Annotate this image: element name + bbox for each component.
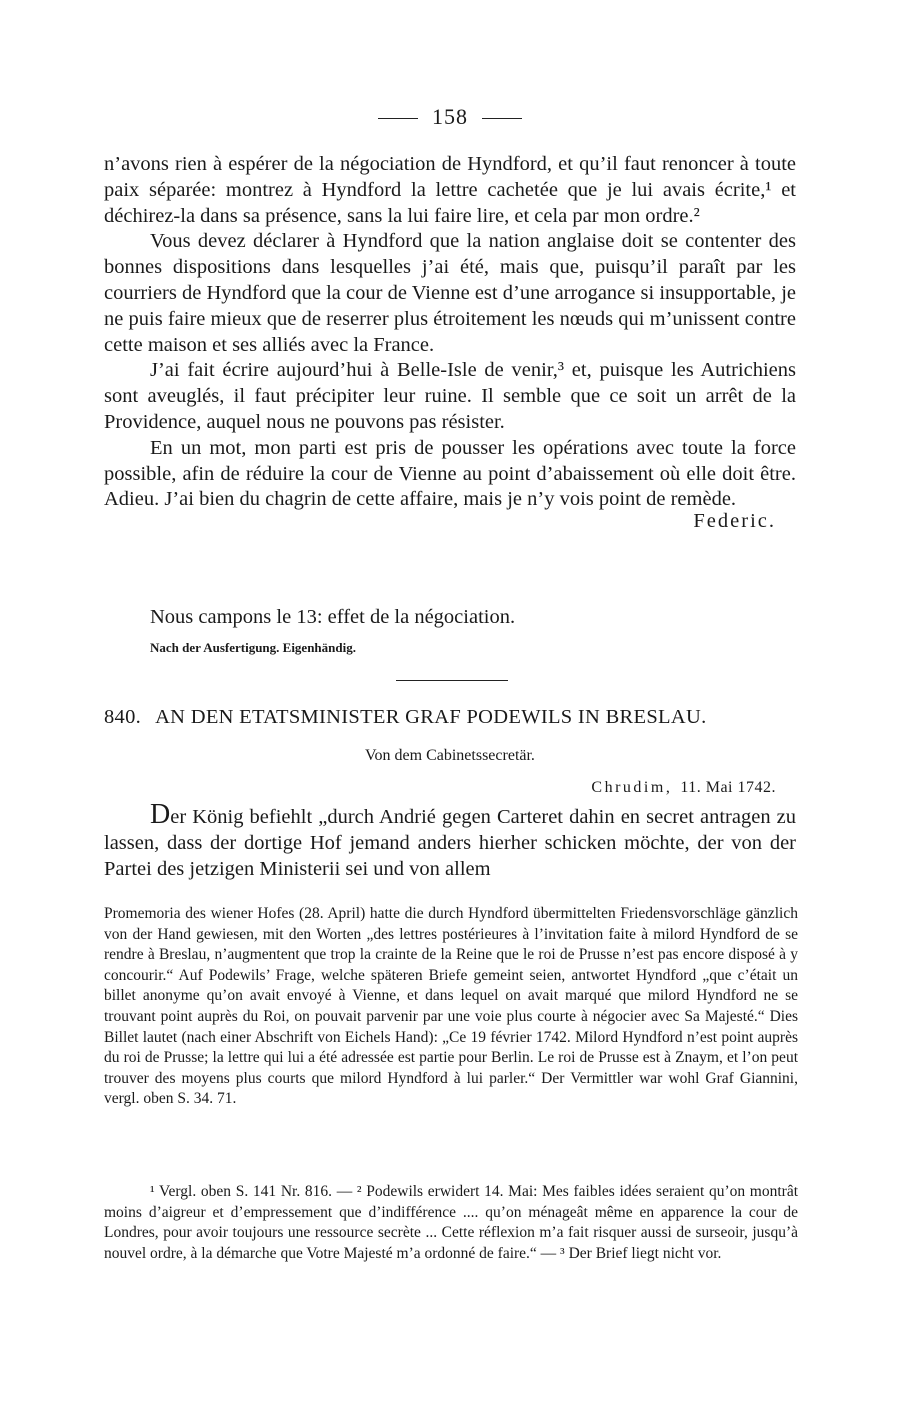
date: 11. Mai 1742. — [680, 779, 776, 796]
signature: Federic. — [693, 510, 776, 533]
document-number: 840. — [104, 706, 142, 728]
document-body: er König befiehlt „durch Andrié gegen Carteret dahin en secret antragen zu lassen, dass der dortige Hof jemand anders hierher schicken möchte, der von der Partei des jetzigen Ministerii sei und von allem — [104, 806, 796, 880]
paragraph: J’ai fait écrire aujourd’hui à Belle-Isle de venir,³ et, puisque les Autrichiens sont aveuglés, il faut précipiter leur ruine. Il semble que ce soit un arrêt de la Providence, auquel nous ne pouvons pas résister. — [104, 359, 796, 433]
paragraph: En un mot, mon parti est pris de pousser les opérations avec toute la force possible, afin de réduire la cour de Vienne au point d’abaissement où elle doit être. Adieu. J’ai bien du chagrin de cette affaire, mais je n’y vois point de remède. — [104, 436, 796, 511]
initial-letter: D — [150, 799, 171, 830]
dateline — [591, 779, 776, 797]
page-number: 158 — [432, 104, 468, 129]
footnote-continued — [104, 904, 798, 1110]
footnote-text: ¹ Vergl. oben S. 141 Nr. 816. — ² Podewils erwidert 14. Mai: Mes faibles idées seraient qu’on montrât moins d’aigreur et d’empressement que d’indifférence .... qu’on ménageât même en apparence la cour de Londres, pour avoir toujours une ressource secrète ... Cette réflexion m’a fait risquer aussi de surseoir, jusqu’à nouvel ordre, à la démarche que Votre Majesté m’a ordonné de faire.“ — ³ Der Brief liegt nicht vor. — [104, 1183, 798, 1262]
source-note: Nach der Ausfertigung. Eigenhändig. — [150, 640, 356, 655]
place: Chrudim, — [591, 779, 673, 796]
paragraph: Vous devez déclarer à Hyndford que la nation anglaise doit se contenter des bonnes dispositions dans lesquelles j’ai été, mais que, puisqu’il paraît par les courriers de Hyndford que la cour de Vienne est d’une arrogance si insupportable, je ne puis faire mieux que de reserrer plus étroitement les nœuds qui m’unissent contre cette maison et ses alliés avec la France. — [104, 230, 796, 356]
footnote-text: Promemoria des wiener Hofes (28. April) hatte die durch Hyndford übermittelten Friedensvorschläge gänzlich von der Hand gewiesen, mit den Worten „des lettres postérieures à l’invitation faite à milord Hyndford de se rendre à Breslau, n’augmentent que trop la crainte de la Reine que le roi de Prusse n’est pas encore disposé à y concourir.“ Auf Podewils’ Frage, welche späteren Briefe gemeint seien, antwortet Hyndford „que c’était un billet anonyme qu’on avait envoyé à Vienne, et dans lequel on avait marqué que milord Hyndford ne se trouvant point auprès du Roi, on pouvait parvenir par une voie plus courte à négocier avec Sa Majesté.“ Dies Billet lautet (nach einer Abschrift von Eichels Hand): „Ce 19 février 1742. Milord Hyndford n’est point auprès du roi de Prusse; la lettre qui lui a été adressée est partie pour Berlin. Le roi de Prusse est à Znaym, et l’on peut trouver des moyens plus courts que milord Hyndford à lui parler.“ Der Vermittler war wohl Graf Giannini, vergl. oben S. 34. 71. — [104, 905, 798, 1108]
footnotes — [104, 1182, 798, 1264]
document-heading — [104, 706, 804, 729]
header-dash-right — [482, 118, 522, 119]
page-header — [0, 104, 900, 130]
section-divider — [396, 680, 508, 681]
header-dash-left — [378, 118, 418, 119]
document-text — [104, 799, 796, 882]
letter-end-text — [104, 152, 796, 535]
paragraph: n’avons rien à espérer de la négociation de Hyndford, et qu’il faut renoncer à toute paix séparée: montrez à Hyndford la lettre cachetée que je lui avais écrite,¹ et déchirez-la dans sa présence, sans la lui faire lire, et cela par mon ordre.² — [104, 153, 796, 227]
postscript: Nous campons le 13: effet de la négociation. — [150, 606, 516, 628]
document-title: AN DEN ETATSMINISTER GRAF PODEWILS IN BRESLAU. — [155, 706, 707, 728]
document-subheading: Von dem Cabinetssecretär. — [365, 747, 535, 764]
